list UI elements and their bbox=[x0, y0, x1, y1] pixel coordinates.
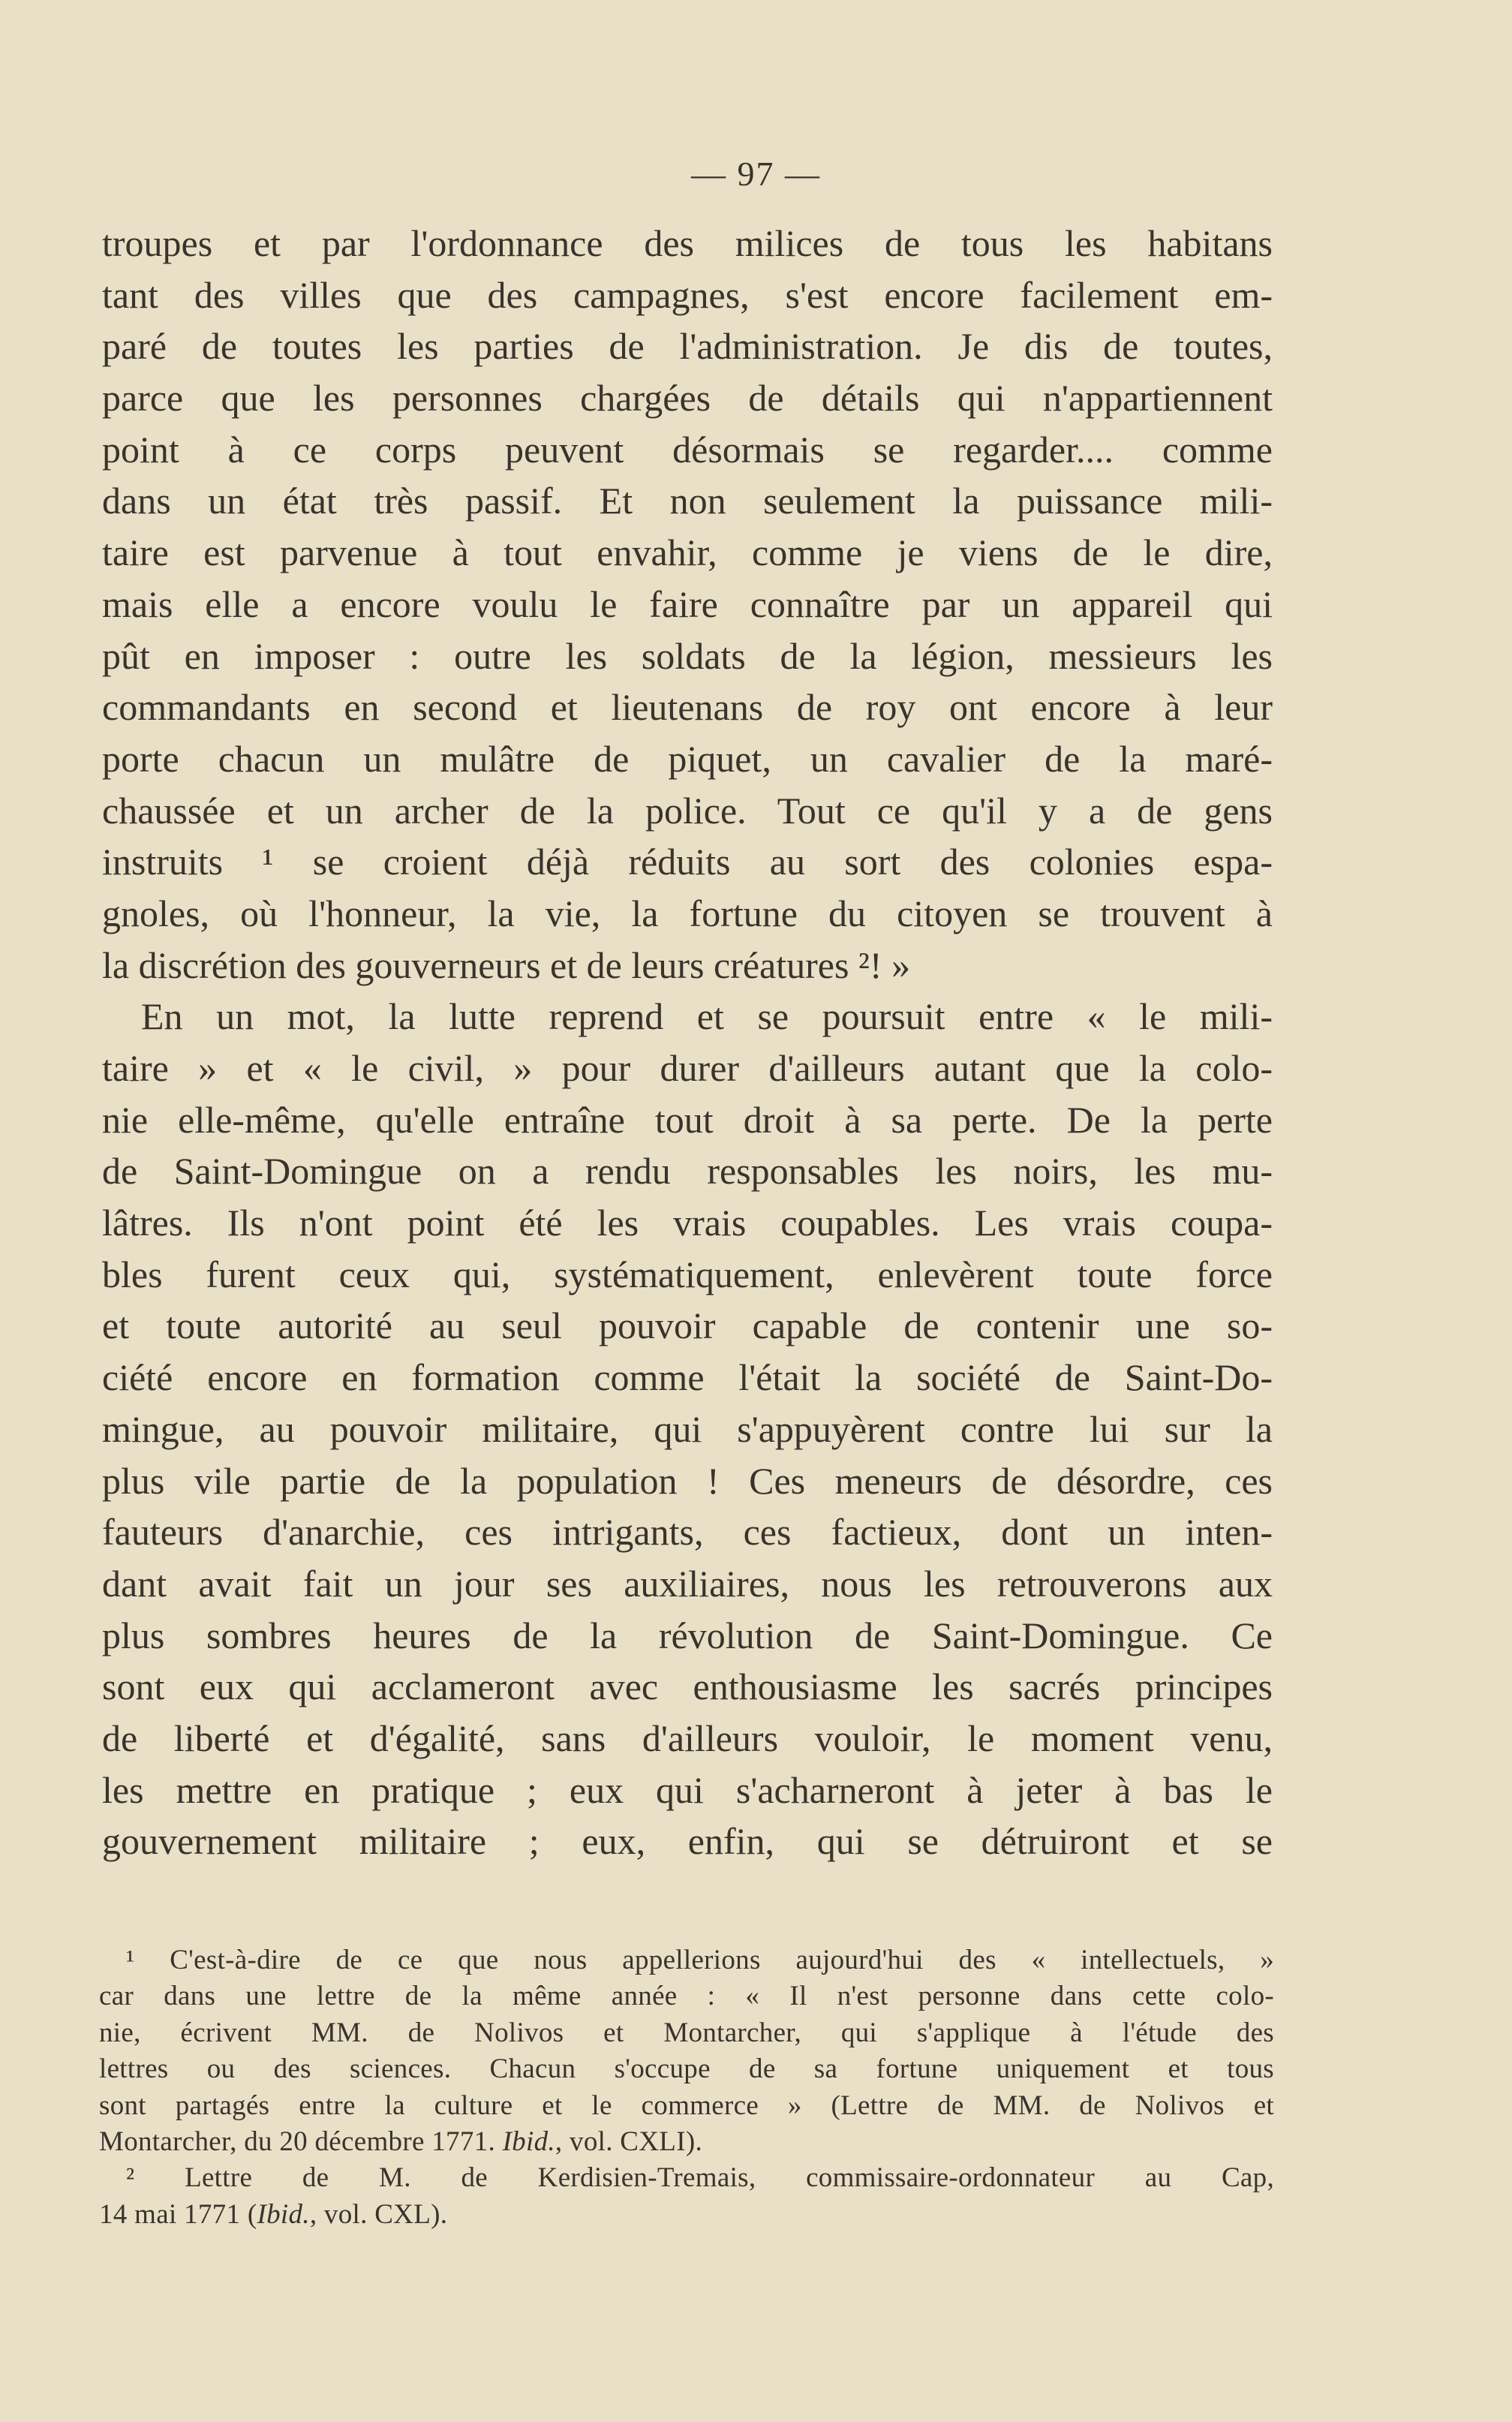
footnote-line bbox=[99, 2088, 1274, 2124]
body-line: dans un état très passif. Et non seulement la puissance mili- bbox=[102, 480, 1273, 522]
body-line: gouvernement militaire ; eux, enfin, qui se détruiront et se bbox=[102, 1820, 1273, 1863]
footnote-line bbox=[99, 2051, 1274, 2087]
body-line: instruits ¹ se croient déjà réduits au sort des colonies espa- bbox=[102, 841, 1273, 883]
footnote-line bbox=[99, 1942, 1274, 1978]
body-line: bles furent ceux qui, systématiquement, enlevèrent toute force bbox=[102, 1253, 1273, 1295]
body-line: ciété encore en formation comme l'était la société de Saint-Do- bbox=[102, 1356, 1273, 1399]
body-line: la discrétion des gouverneurs et de leurs créatures ²! » bbox=[102, 943, 911, 986]
footnote-italic-text: Ibid. bbox=[502, 2126, 555, 2157]
body-line: mingue, au pouvoir militaire, qui s'appuyèrent contre lui sur la bbox=[102, 1407, 1273, 1450]
body-line: pût en imposer : outre les soldats de la légion, messieurs les bbox=[102, 634, 1273, 677]
footnote-text: Montarcher, du 20 décembre 1771. bbox=[99, 2126, 503, 2157]
body-line: et toute autorité au seul pouvoir capable de contenir une so- bbox=[102, 1304, 1273, 1347]
body-line: porte chacun un mulâtre de piquet, un cavalier de la maré- bbox=[102, 737, 1273, 780]
body-line: sont eux qui acclameront avec enthousiasme les sacrés principes bbox=[102, 1665, 1273, 1708]
body-line: chaussée et un archer de la police. Tout ce qu'il y a de gens bbox=[102, 789, 1273, 832]
body-line: taire » et « le civil, » pour durer d'ailleurs autant que la colo- bbox=[102, 1047, 1273, 1089]
footnote-text: nie, écrivent MM. de Nolivos et Montarcher, qui s'applique à l'étude des bbox=[99, 2017, 1274, 2048]
footnotes bbox=[99, 1942, 1274, 2233]
footnote-line bbox=[99, 2160, 1274, 2196]
body-line: parce que les personnes chargées de détails qui n'appartiennent bbox=[102, 377, 1273, 420]
footnote-line bbox=[99, 2015, 1274, 2051]
body-line: les mettre en pratique ; eux qui s'acharneront à jeter à bas le bbox=[102, 1768, 1273, 1811]
footnote-text: 14 mai 1771 ( bbox=[99, 2198, 257, 2230]
body-line: tant des villes que des campagnes, s'est encore facilement em- bbox=[102, 273, 1273, 316]
body-line: mais elle a encore voulu le faire connaître par un appareil qui bbox=[102, 582, 1273, 625]
footnote-text: sont partagés entre la culture et le commerce » (Lettre de MM. de Nolivos et bbox=[99, 2090, 1274, 2121]
footnote-italic-text: Ibid. bbox=[257, 2198, 310, 2230]
body-line: taire est parvenue à tout envahir, comme je viens de le dire, bbox=[102, 531, 1273, 574]
body-line: nie elle-même, qu'elle entraîne tout droit à sa perte. De la perte bbox=[102, 1098, 1273, 1141]
footnote-text: lettres ou des sciences. Chacun s'occupe de sa fortune uniquement et tous bbox=[99, 2053, 1274, 2085]
footnote-text: ¹ C'est-à-dire de ce que nous appellerions aujourd'hui des « intellectuels, » bbox=[126, 1945, 1274, 1975]
body-line: troupes et par l'ordonnance des milices de tous les habitans bbox=[102, 222, 1273, 264]
footnote-text: , vol. CXL). bbox=[309, 2198, 448, 2230]
body-line: point à ce corps peuvent désormais se regarder.... comme bbox=[102, 428, 1273, 471]
footnote-line bbox=[99, 2124, 1274, 2160]
footnote-text: car dans une lettre de la même année : « Il n'est personne dans cette colo- bbox=[99, 1981, 1274, 2012]
body-text bbox=[102, 218, 1273, 1867]
footnote-text: ² Lettre de M. de Kerdisien-Tremais, commissaire-ordonnateur au Cap, bbox=[126, 2162, 1274, 2194]
body-line: de liberté et d'égalité, sans d'ailleurs vouloir, le moment venu, bbox=[102, 1716, 1273, 1759]
body-line: paré de toutes les parties de l'administration. Je dis de toutes, bbox=[102, 325, 1273, 368]
body-line: de Saint-Domingue on a rendu responsables les noirs, les mu- bbox=[102, 1150, 1273, 1193]
body-line: fauteurs d'anarchie, ces intrigants, ces factieux, dont un inten- bbox=[102, 1511, 1273, 1554]
body-line: dant avait fait un jour ses auxiliaires, nous les retrouverons aux bbox=[102, 1562, 1273, 1605]
body-line: commandants en second et lieutenans de roy ont encore à leur bbox=[102, 686, 1273, 729]
footnote-line bbox=[99, 2197, 1274, 2233]
body-line: En un mot, la lutte reprend et se poursuit entre « le mili- bbox=[141, 995, 1273, 1038]
body-line: plus vile partie de la population ! Ces meneurs de désordre, ces bbox=[102, 1459, 1273, 1502]
body-line: gnoles, où l'honneur, la vie, la fortune du citoyen se trouvent à bbox=[102, 892, 1273, 934]
body-line: lâtres. Ils n'ont point été les vrais coupables. Les vrais coupa- bbox=[102, 1202, 1273, 1244]
body-line: plus sombres heures de la révolution de Saint-Domingue. Ce bbox=[102, 1614, 1273, 1656]
page-number: — 97 — bbox=[691, 155, 821, 193]
footnote-text: , vol. CXLI). bbox=[555, 2126, 702, 2157]
footnote-line bbox=[99, 1978, 1274, 2014]
